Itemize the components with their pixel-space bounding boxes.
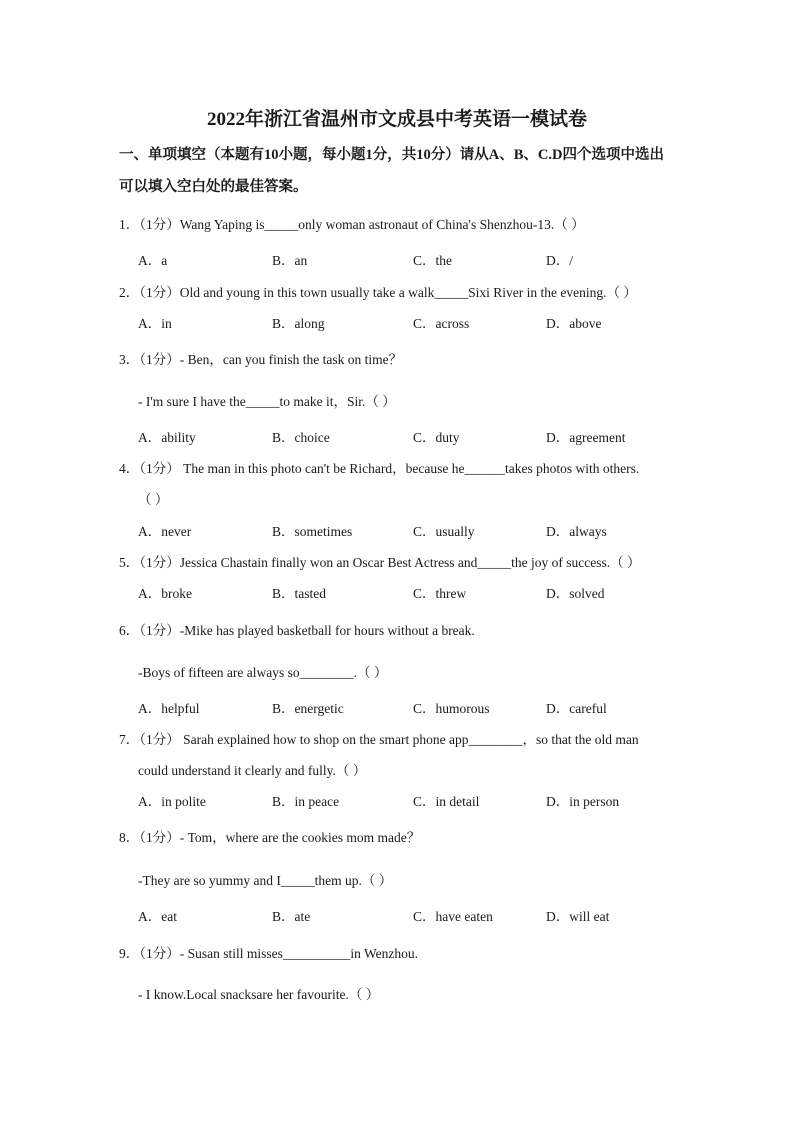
question-2-option-d[interactable]: D．above <box>546 316 602 331</box>
question-1-option-c[interactable]: C．the <box>413 253 452 268</box>
question-8-reply: -They are so yummy and I_____them up.（ ） <box>138 873 393 888</box>
question-1-option-d[interactable]: D．/ <box>546 253 573 268</box>
question-8-option-d[interactable]: D．will eat <box>546 909 610 924</box>
question-8-text: 8．（1分）- Tom，where are the cookies mom made？ <box>119 830 421 845</box>
section-heading-line-1: 一、单项填空（本题有10小题，每小题1分，共10分）请从A、B、C.D四个选项中选出 <box>119 147 664 163</box>
question-9-reply: - I know.Local snacksare her favourite.（ ） <box>138 987 380 1002</box>
question-3-option-d[interactable]: D．agreement <box>546 430 626 445</box>
question-3-option-c[interactable]: C．duty <box>413 430 460 445</box>
question-5-option-a[interactable]: A．broke <box>138 586 192 601</box>
question-3-option-a[interactable]: A．ability <box>138 430 196 445</box>
question-3-text: 3．（1分）- Ben，can you finish the task on time？ <box>119 352 403 367</box>
question-1-option-a[interactable]: A．a <box>138 253 168 268</box>
question-4-option-b[interactable]: B．sometimes <box>272 524 353 539</box>
question-6-option-b[interactable]: B．energetic <box>272 701 344 716</box>
question-1-option-b[interactable]: B．an <box>272 253 308 268</box>
section-heading-line-2: 可以填入空白处的最佳答案。 <box>119 179 308 195</box>
question-3-reply: - I'm sure I have the_____to make it，Sir.（ ） <box>138 394 396 409</box>
question-8-option-c[interactable]: C．have eaten <box>413 909 493 924</box>
question-6-option-d[interactable]: D．careful <box>546 701 607 716</box>
question-2-option-a[interactable]: A．in <box>138 316 172 331</box>
question-1-text: 1．（1分）Wang Yaping is_____only woman astronaut of China's Shenzhou-13.（ ） <box>119 217 585 232</box>
question-7-option-c[interactable]: C．in detail <box>413 794 480 809</box>
question-8-option-a[interactable]: A．eat <box>138 909 177 924</box>
question-7-text: 7．（1分） Sarah explained how to shop on the smart phone app________，so that the old man <box>119 732 639 747</box>
question-5-option-c[interactable]: C．threw <box>413 586 467 601</box>
question-7-option-a[interactable]: A．in polite <box>138 794 206 809</box>
question-2-option-b[interactable]: B．along <box>272 316 325 331</box>
question-6-option-a[interactable]: A．helpful <box>138 701 200 716</box>
question-5-option-b[interactable]: B．tasted <box>272 586 326 601</box>
question-5-option-d[interactable]: D．solved <box>546 586 605 601</box>
question-6-option-c[interactable]: C．humorous <box>413 701 490 716</box>
question-4-option-a[interactable]: A．never <box>138 524 192 539</box>
question-6-reply: -Boys of fifteen are always so________.（ ） <box>138 665 388 680</box>
question-5-text: 5．（1分）Jessica Chastain finally won an Oscar Best Actress and_____the joy of success.（ ） <box>119 555 641 570</box>
question-4-text: 4．（1分） The man in this photo can't be Richard，because he______takes photos with others. <box>119 461 640 476</box>
question-7-text-continued: could understand it clearly and fully.（ ） <box>138 763 367 778</box>
question-3-option-b[interactable]: B．choice <box>272 430 330 445</box>
question-7-option-d[interactable]: D．in person <box>546 794 620 809</box>
question-4-option-d[interactable]: D．always <box>546 524 607 539</box>
question-8-option-b[interactable]: B．ate <box>272 909 311 924</box>
question-4-option-c[interactable]: C．usually <box>413 524 475 539</box>
page-title: 2022年浙江省温州市文成县中考英语一模试卷 <box>206 109 587 130</box>
question-7-option-b[interactable]: B．in peace <box>272 794 340 809</box>
question-2-text: 2．（1分）Old and young in this town usually take a walk_____Sixi River in the evening.（ ） <box>119 285 637 300</box>
question-6-text: 6．（1分）-Mike has played basketball for hours without a break. <box>119 623 475 638</box>
question-2-option-c[interactable]: C．across <box>413 316 470 331</box>
question-4-answer-blank: （ ） <box>138 492 169 507</box>
question-9-text: 9．（1分）- Susan still misses__________in Wenzhou. <box>119 946 419 961</box>
